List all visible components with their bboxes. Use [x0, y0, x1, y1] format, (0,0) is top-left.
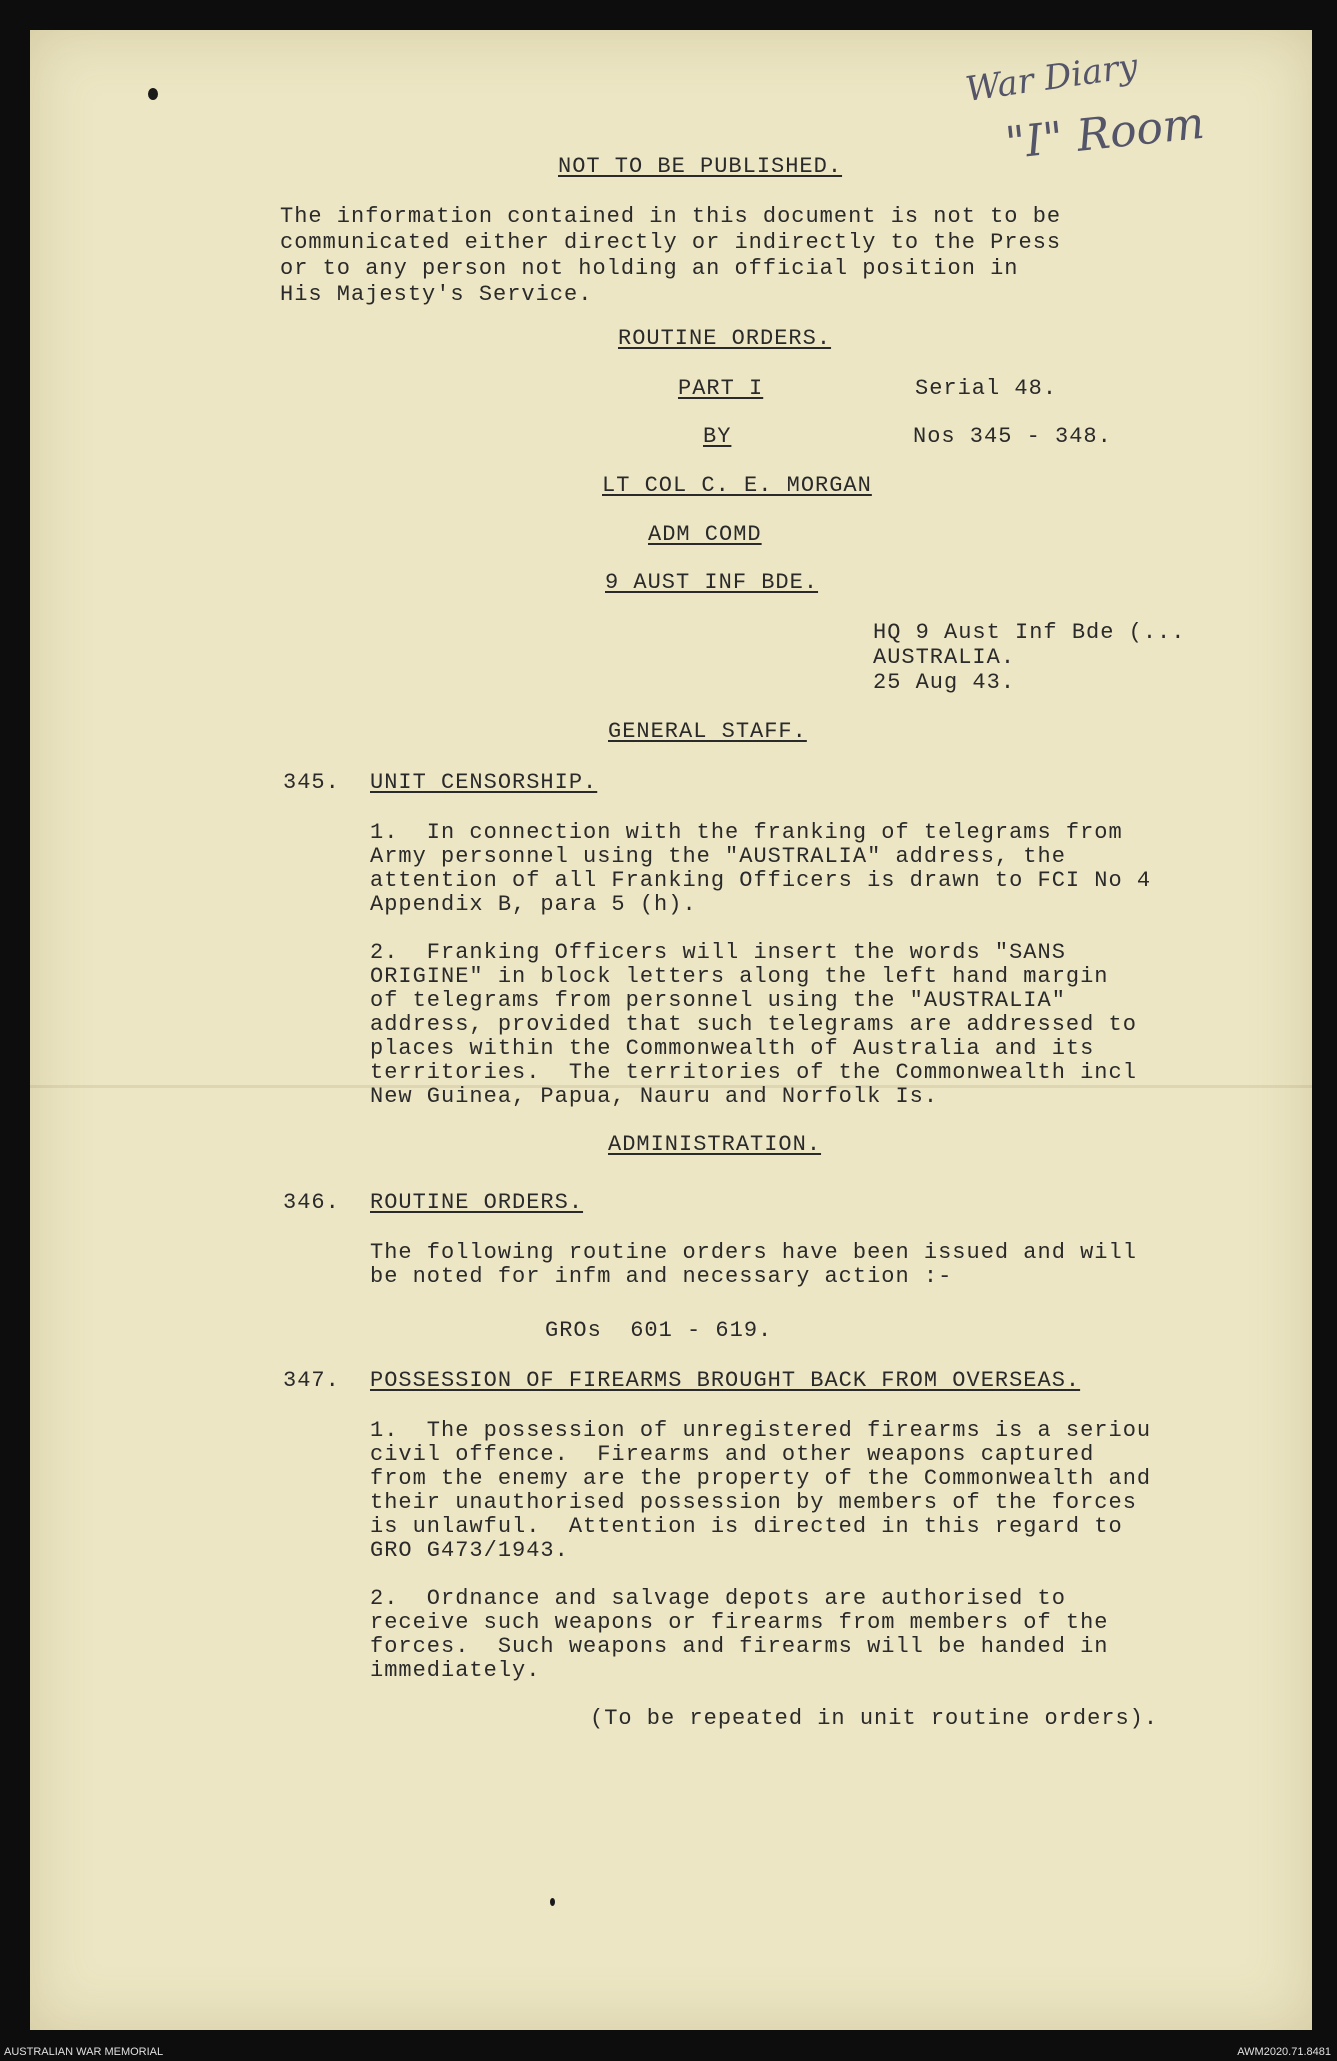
item-345-number: 345. — [283, 770, 340, 795]
order-numbers: Nos 345 - 348. — [913, 424, 1112, 449]
serial-number: Serial 48. — [915, 376, 1058, 401]
administration-heading: ADMINISTRATION. — [608, 1132, 822, 1157]
routine-orders-heading: ROUTINE ORDERS. — [618, 326, 832, 351]
handwritten-note-war-diary: War Diary — [963, 46, 1141, 110]
item-345-title: UNIT CENSORSHIP. — [370, 770, 598, 795]
item-345-para2-line: address, provided that such telegrams are addressed to — [370, 1012, 1137, 1037]
item-347-para1-line: their unauthorised possession by members of the forces — [370, 1490, 1137, 1515]
item-347-para1-line: GRO G473/1943. — [370, 1538, 569, 1563]
archive-credit: AUSTRALIAN WAR MEMORIAL — [4, 2046, 164, 2058]
ink-blot — [148, 88, 158, 100]
notice-line-3: or to any person not holding an official position in — [280, 256, 1019, 281]
item-347-para2-line: receive such weapons or firearms from members of the — [370, 1610, 1109, 1635]
item-345-para1-line: 1. In connection with the franking of telegrams from — [370, 820, 1123, 845]
hq-line-1: HQ 9 Aust Inf Bde (... — [873, 620, 1186, 645]
item-347-para2-line: forces. Such weapons and firearms will be handed in — [370, 1634, 1109, 1659]
item-345-para2-line: territories. The territories of the Commonwealth incl — [370, 1060, 1137, 1085]
ink-mark — [550, 1898, 555, 1906]
item-347-para1-line: civil offence. Firearms and other weapons captured — [370, 1442, 1095, 1467]
item-347-para1-line: from the enemy are the property of the Commonwealth and — [370, 1466, 1152, 1491]
archive-reference: AWM2020.71.8481 — [1237, 2046, 1331, 2058]
hq-date: 25 Aug 43. — [873, 670, 1016, 695]
item-345-para2-line: of telegrams from personnel using the "AUSTRALIA" — [370, 988, 1066, 1013]
item-347-para1-line: is unlawful. Attention is directed in this regard to — [370, 1514, 1123, 1539]
item-347-number: 347. — [283, 1368, 340, 1393]
item-345-para2-line: 2. Franking Officers will insert the words "SANS — [370, 940, 1066, 965]
item-346-body-line: The following routine orders have been issued and will — [370, 1240, 1137, 1265]
item-347-para2-line: immediately. — [370, 1658, 541, 1683]
hq-line-2: AUSTRALIA. — [873, 645, 1016, 670]
notice-line-1: The information contained in this document is not to be — [280, 204, 1062, 229]
notice-line-2: communicated either directly or indirectly to the Press — [280, 230, 1062, 255]
part-label: PART I — [678, 376, 764, 401]
handwritten-note-room: "I" Room — [1002, 97, 1207, 170]
item-346-title: ROUTINE ORDERS. — [370, 1190, 584, 1215]
not-to-be-published-title: NOT TO BE PUBLISHED. — [558, 154, 843, 179]
commander-name: LT COL C. E. MORGAN — [602, 473, 872, 498]
item-347-para2-line: 2. Ordnance and salvage depots are authorised to — [370, 1586, 1066, 1611]
item-345-para2-line: ORIGINE" in block letters along the left hand margin — [370, 964, 1109, 989]
repeat-note: (To be repeated in unit routine orders). — [590, 1706, 1159, 1731]
notice-line-4: His Majesty's Service. — [280, 282, 593, 307]
item-345-para2-line: places within the Commonwealth of Australia and its — [370, 1036, 1095, 1061]
adm-comd-label: ADM COMD — [648, 522, 762, 547]
unit-name: 9 AUST INF BDE. — [605, 570, 819, 595]
item-346-body-line: be noted for infm and necessary action :- — [370, 1264, 953, 1289]
item-346-number: 346. — [283, 1190, 340, 1215]
item-347-title: POSSESSION OF FIREARMS BROUGHT BACK FROM OVERSEAS. — [370, 1368, 1081, 1393]
gros-reference: GROs 601 - 619. — [545, 1318, 773, 1343]
item-345-para1-line: Army personnel using the "AUSTRALIA" address, the — [370, 844, 1066, 869]
item-347-para1-line: 1. The possession of unregistered firearms is a seriou — [370, 1418, 1152, 1443]
item-345-para1-line: Appendix B, para 5 (h). — [370, 892, 697, 917]
item-345-para1-line: attention of all Franking Officers is drawn to FCI No 4 — [370, 868, 1152, 893]
document-page — [30, 30, 1312, 2030]
item-345-para2-line: New Guinea, Papua, Nauru and Norfolk Is. — [370, 1084, 939, 1109]
general-staff-heading: GENERAL STAFF. — [608, 719, 807, 744]
by-label: BY — [703, 424, 732, 449]
